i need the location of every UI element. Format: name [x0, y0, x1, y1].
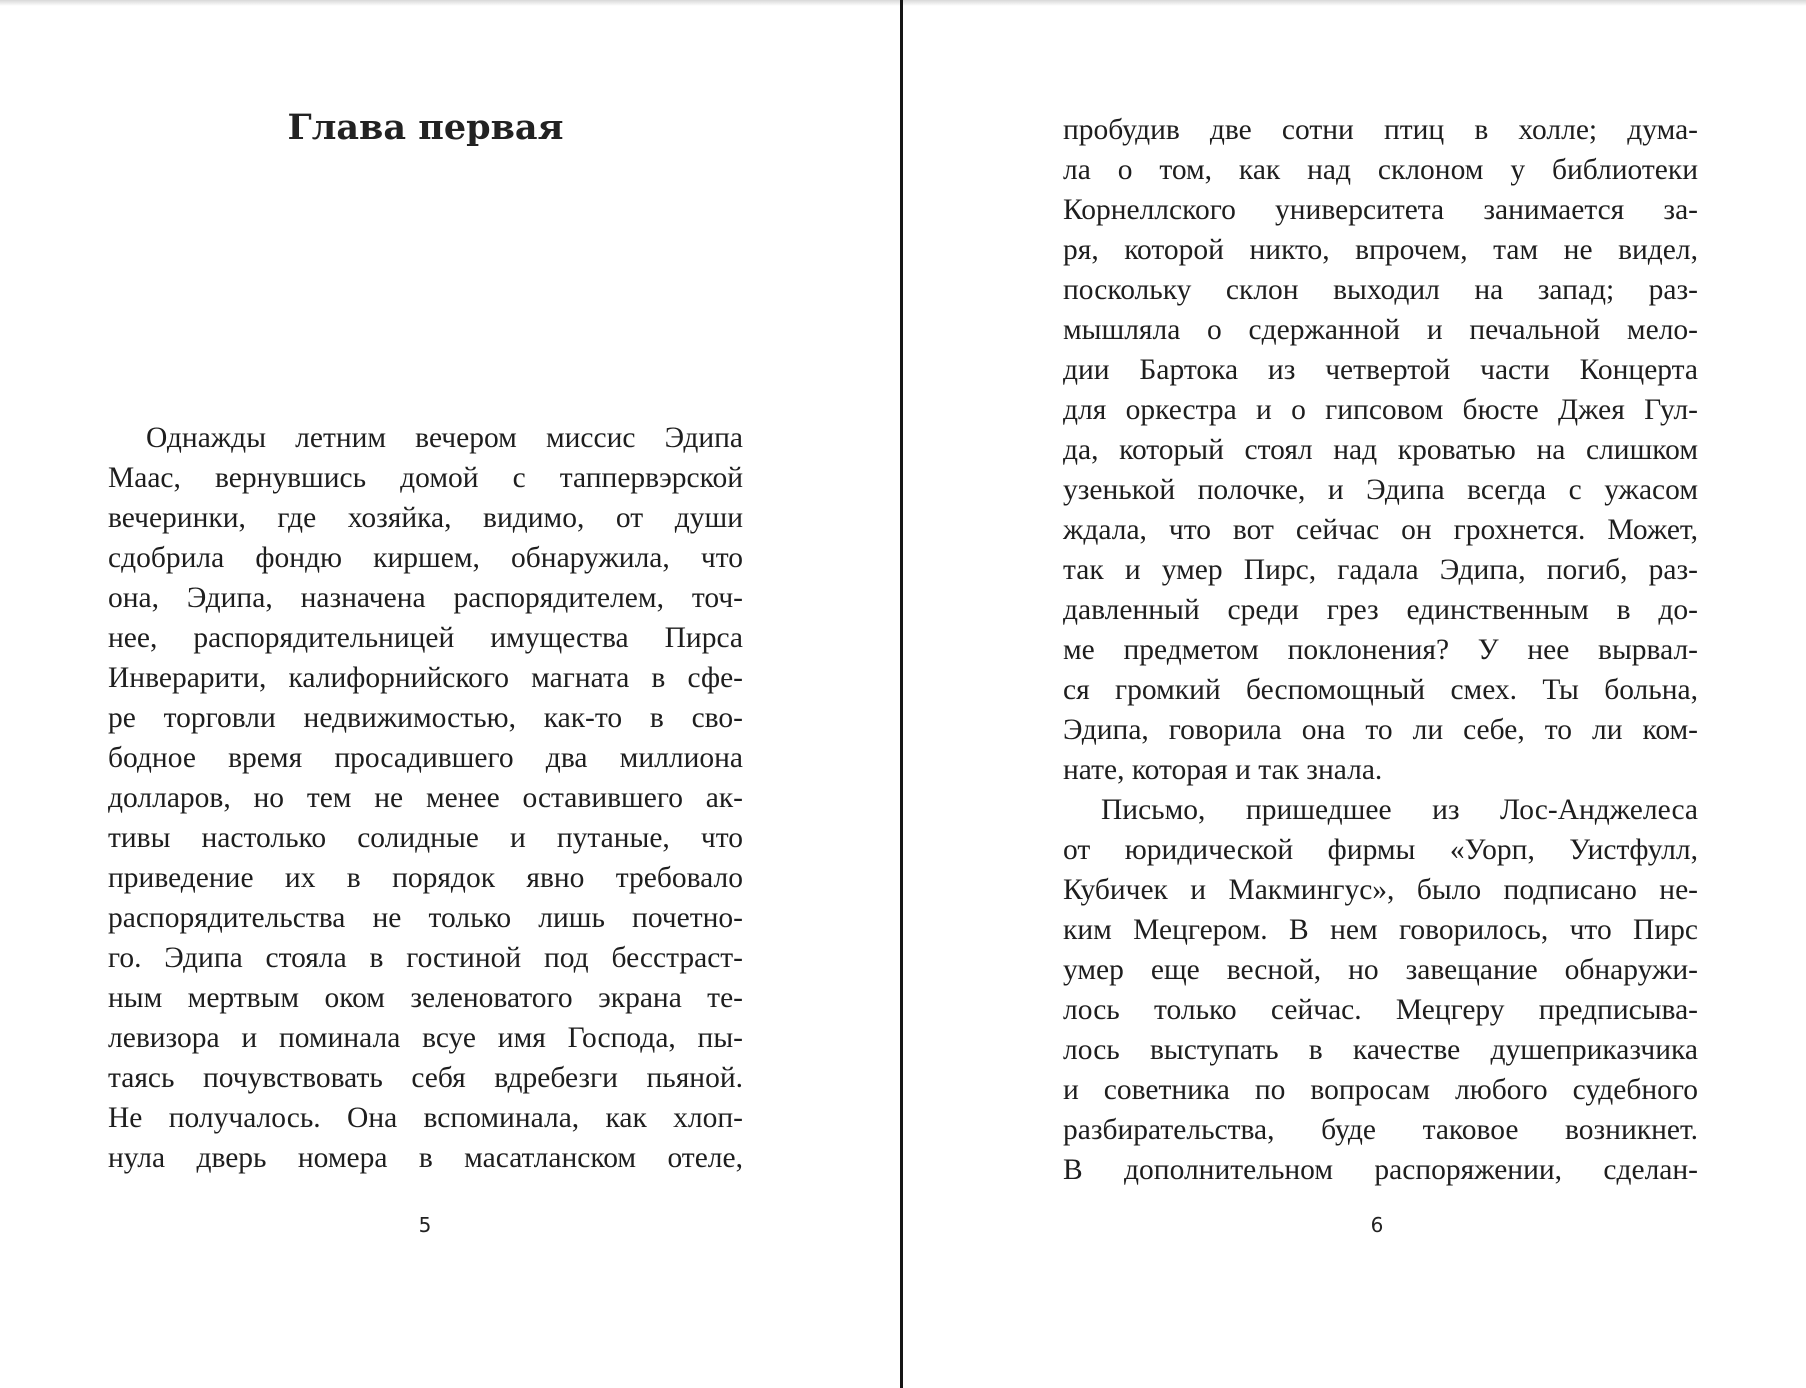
text-line: ре торговли недвижимостью, как-то в сво- — [108, 702, 743, 734]
text-line: и советника по вопросам любого судебного — [1063, 1074, 1698, 1106]
text-line: Кубичек и Макмингус», было подписано не- — [1063, 874, 1698, 906]
text-line: лось выступать в качестве душеприказчика — [1063, 1034, 1698, 1066]
chapter-title: Глава первая — [287, 107, 564, 148]
text-line: нате, которая и так знала. — [1063, 754, 1383, 786]
text-line: Инверарити, калифорнийского магната в сфе- — [108, 662, 743, 694]
text-line: ным мертвым оком зеленоватого экрана те- — [108, 982, 743, 1014]
text-line: лось только сейчас. Мецгеру предписыва- — [1063, 994, 1698, 1026]
right-page — [903, 0, 1806, 1388]
text-line: приведение их в порядок явно требовало — [108, 862, 743, 894]
page-number-right: 6 — [1370, 1213, 1384, 1237]
text-line: Маас, вернувшись домой с таппервэрской — [108, 462, 743, 494]
text-line: левизора и поминала всуе имя Господа, пы- — [108, 1022, 743, 1054]
text-line: дии Бартока из четвертой части Концерта — [1063, 354, 1698, 386]
text-line: давленный среди грез единственным в до- — [1063, 594, 1698, 626]
text-line: она, Эдипа, назначена распорядителем, точ- — [108, 582, 743, 614]
right-page-text — [1063, 110, 1698, 1190]
text-line: го. Эдипа стояла в гостиной под бесстраст- — [108, 942, 743, 974]
text-line: Корнеллского университета занимается за- — [1063, 194, 1698, 226]
text-line: ким Мецгером. В нем говорилось, что Пирс — [1063, 914, 1698, 946]
text-line: так и умер Пирс, гадала Эдипа, погиб, раз- — [1063, 554, 1698, 586]
text-line: Не получалось. Она вспоминала, как хлоп- — [108, 1102, 743, 1134]
text-line: тивы настолько солидные и путаные, что — [108, 822, 743, 854]
text-line: умер еще весной, но завещание обнаружи- — [1063, 954, 1698, 986]
text-line: вечеринки, где хозяйка, видимо, от души — [108, 502, 743, 534]
page-number-left: 5 — [418, 1213, 432, 1237]
text-line: таясь почувствовать себя вдребезги пьяной. — [108, 1062, 743, 1094]
text-line: бодное время просадившего два миллиона — [108, 742, 743, 774]
text-line: от юридической фирмы «Уорп, Уистфулл, — [1063, 834, 1698, 866]
text-line: Письмо, пришедшее из Лос-Анджелеса — [1101, 794, 1698, 826]
text-line: разбирательства, буде таковое возникнет. — [1063, 1114, 1698, 1146]
text-line: ря, которой никто, впрочем, там не видел, — [1063, 234, 1698, 266]
text-line: ждала, что вот сейчас он грохнется. Может, — [1063, 514, 1698, 546]
text-line: В дополнительном распоряжении, сделан- — [1063, 1154, 1698, 1186]
text-line: ме предметом поклонения? У нее вырвал- — [1063, 634, 1698, 666]
left-page — [0, 0, 900, 1388]
text-line: нее, распорядительницей имущества Пирса — [108, 622, 743, 654]
text-line: Однажды летним вечером миссис Эдипа — [146, 422, 743, 454]
text-line: долларов, но тем не менее оставившего ак- — [108, 782, 743, 814]
left-page-text — [108, 418, 743, 1178]
text-line: нула дверь номера в масатланском отеле, — [108, 1142, 743, 1174]
text-line: сдобрила фондю киршем, обнаружила, что — [108, 542, 743, 574]
text-line: распорядительства не только лишь почетно- — [108, 902, 743, 934]
text-line: узенькой полочке, и Эдипа всегда с ужасом — [1063, 474, 1698, 506]
text-line: да, который стоял над кроватью на слишком — [1063, 434, 1698, 466]
text-line: для оркестра и о гипсовом бюсте Джея Гул- — [1063, 394, 1698, 426]
text-line: пробудив две сотни птиц в холле; дума- — [1063, 114, 1698, 146]
text-line: ла о том, как над склоном у библиотеки — [1063, 154, 1698, 186]
text-line: ся громкий беспомощный смех. Ты больна, — [1063, 674, 1698, 706]
text-line: мышляла о сдержанной и печальной мело- — [1063, 314, 1698, 346]
text-line: поскольку склон выходил на запад; раз- — [1063, 274, 1698, 306]
text-line: Эдипа, говорила она то ли себе, то ли ком- — [1063, 714, 1698, 746]
